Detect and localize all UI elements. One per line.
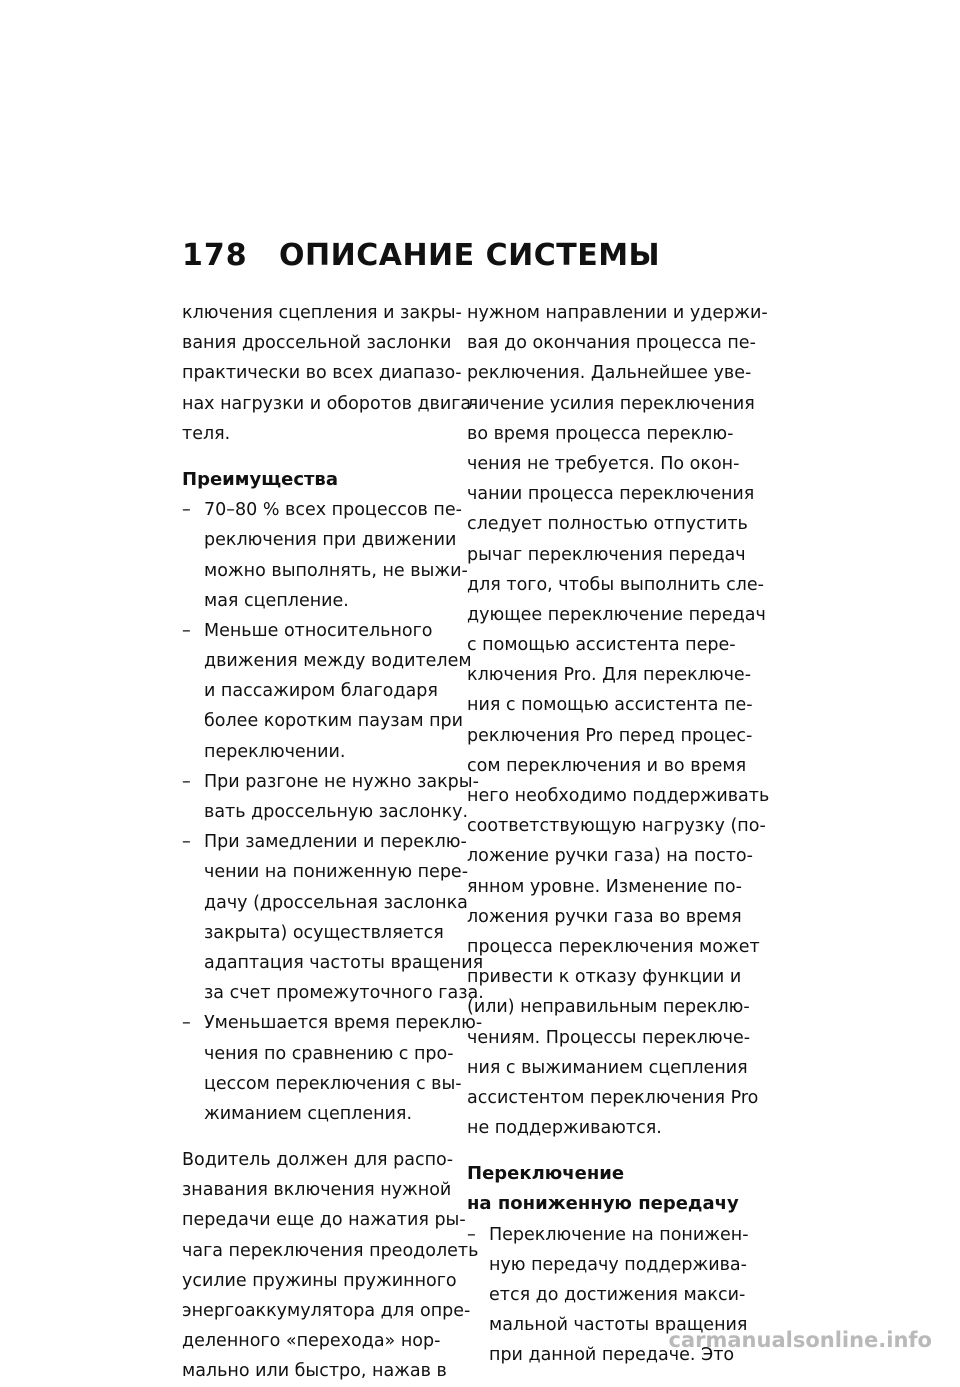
text-line: не поддерживаются. — [467, 1118, 662, 1139]
text-line: нужном направлении и удержи- — [467, 303, 768, 323]
text-line: мально или быстро, нажав в — [182, 1361, 447, 1382]
text-line: процесса переключения может — [467, 936, 760, 957]
heading-line: Переключение — [467, 1163, 625, 1185]
list-item — [182, 827, 484, 1008]
page-number: 178 — [182, 238, 248, 273]
spacer — [182, 449, 460, 465]
driver-paragraph — [182, 1145, 479, 1387]
text-line: ассистентом переключения Pro — [467, 1087, 759, 1108]
text-line: чения по сравнению с про- — [204, 1043, 454, 1064]
text-line: и пассажиром благодаря — [204, 681, 438, 702]
text-line: вания дроссельной заслонки — [182, 333, 452, 354]
text-line: дачу (дроссельная заслонка — [204, 892, 468, 913]
text-line: во время процесса переклю- — [467, 423, 734, 444]
text-line: энергоаккумулятора для опре- — [182, 1301, 471, 1321]
text-line: дующее переключение передач — [467, 604, 766, 625]
text-line: адаптация частоты вращения — [204, 952, 484, 973]
text-line: жиманием сцепления. — [204, 1103, 413, 1124]
spacer — [182, 1129, 460, 1145]
text-line: ния с выжиманием сцепления — [467, 1057, 748, 1078]
right-column — [467, 298, 770, 1371]
text-line: практически во всех диапазо- — [182, 363, 462, 384]
page-header — [182, 238, 882, 282]
left-column — [182, 298, 484, 1387]
text-line: ложение ручки газа) на посто- — [467, 846, 753, 867]
text-line: (или) неправильным переклю- — [467, 997, 750, 1018]
text-line: нах нагрузки и оборотов двига- — [182, 393, 478, 414]
text-line: ется до достижения макси- — [489, 1285, 746, 1305]
text-line: можно выполнять, не выжи- — [204, 560, 468, 581]
text-line: Переключение на понижен- — [489, 1224, 749, 1245]
text-line: при данной передаче. Это — [489, 1345, 735, 1366]
text-line: 70–80 % всех процессов пе- — [204, 500, 462, 521]
continuation-paragraph — [467, 298, 770, 1143]
text-line: цессом переключения с вы- — [204, 1073, 462, 1094]
dash-marker: – — [182, 771, 191, 792]
text-line: Меньше относительного — [204, 620, 433, 641]
list-item — [182, 767, 479, 827]
text-line: вая до окончания процесса пе- — [467, 333, 756, 354]
text-line: реключения при движении — [204, 530, 457, 551]
text-line: ключения сцепления и закры- — [182, 303, 462, 323]
text-line: чании процесса переключения — [467, 484, 755, 505]
text-line: рычаг переключения передач — [467, 544, 746, 565]
text-line: ния с помощью ассистента пе- — [467, 695, 753, 716]
dash-marker: – — [182, 500, 191, 521]
text-line: чага переключения преодолеть — [182, 1240, 479, 1261]
text-line: деленного «перехода» нор- — [182, 1331, 441, 1352]
list-item — [182, 616, 472, 767]
text-line: реключения. Дальнейшее уве- — [467, 363, 752, 384]
text-line: с помощью ассистента пере- — [467, 635, 736, 656]
list-item — [182, 495, 468, 616]
advantages-heading: Преимущества — [182, 468, 338, 490]
watermark-text: carmanualsonline.info — [668, 1328, 932, 1352]
dash-marker: – — [182, 1013, 191, 1034]
dash-marker: – — [182, 620, 191, 641]
text-line: Водитель должен для распо- — [182, 1150, 454, 1171]
text-line: личение усилия переключения — [467, 393, 755, 414]
text-line: чения не требуется. По окон- — [467, 453, 740, 474]
text-line: ложения ручки газа во время — [467, 906, 742, 927]
dash-marker: – — [467, 1224, 476, 1245]
text-line: вать дроссельную заслонку. — [204, 802, 469, 822]
text-line: знавания включения нужной — [182, 1180, 452, 1201]
text-line: При разгоне не нужно закры- — [204, 771, 479, 792]
section-title: ОПИСАНИЕ СИСТЕМЫ — [279, 238, 661, 273]
text-line: для того, чтобы выполнить сле- — [467, 574, 764, 595]
text-line: Уменьшается время переклю- — [204, 1013, 483, 1034]
intro-paragraph — [182, 298, 478, 449]
text-line: теля. — [182, 423, 231, 444]
text-line: ключения Pro. Для переключе- — [467, 665, 752, 686]
heading-line: на пониженную передачу — [467, 1193, 739, 1215]
text-line: закрыта) осуществляется — [204, 922, 444, 943]
text-line: усилие пружины пружинного — [182, 1270, 457, 1291]
text-line: мальной частоты вращения — [489, 1315, 748, 1336]
text-line: реключения Pro перед процес- — [467, 725, 753, 746]
text-line: мая сцепление. — [204, 590, 349, 611]
text-line: за счет промежуточного газа. — [204, 983, 484, 1004]
spacer — [467, 1143, 745, 1159]
text-line: него необходимо поддерживать — [467, 786, 770, 806]
text-line: сом переключения и во время — [467, 755, 747, 776]
text-line: переключении. — [204, 741, 346, 762]
text-line: движения между водителем — [204, 651, 472, 672]
text-line: чении на пониженную пере- — [204, 862, 469, 883]
text-line: янном уровне. Изменение по- — [467, 876, 742, 897]
advantages-list — [182, 495, 484, 1129]
text-line: привести к отказу функции и — [467, 967, 742, 988]
list-item — [182, 1008, 483, 1129]
text-line: ную передачу поддержива- — [489, 1254, 747, 1275]
text-line: следует полностью отпустить — [467, 514, 748, 535]
downshift-heading — [467, 1159, 745, 1219]
dash-marker: – — [182, 832, 191, 853]
text-line: При замедлении и переклю- — [204, 832, 467, 853]
text-line: соответствующую нагрузку (по- — [467, 816, 766, 837]
text-line: передачи еще до нажатия ры- — [182, 1210, 466, 1231]
text-line: более коротким паузам при — [204, 711, 464, 732]
text-line: чениям. Процессы переключе- — [467, 1027, 751, 1048]
